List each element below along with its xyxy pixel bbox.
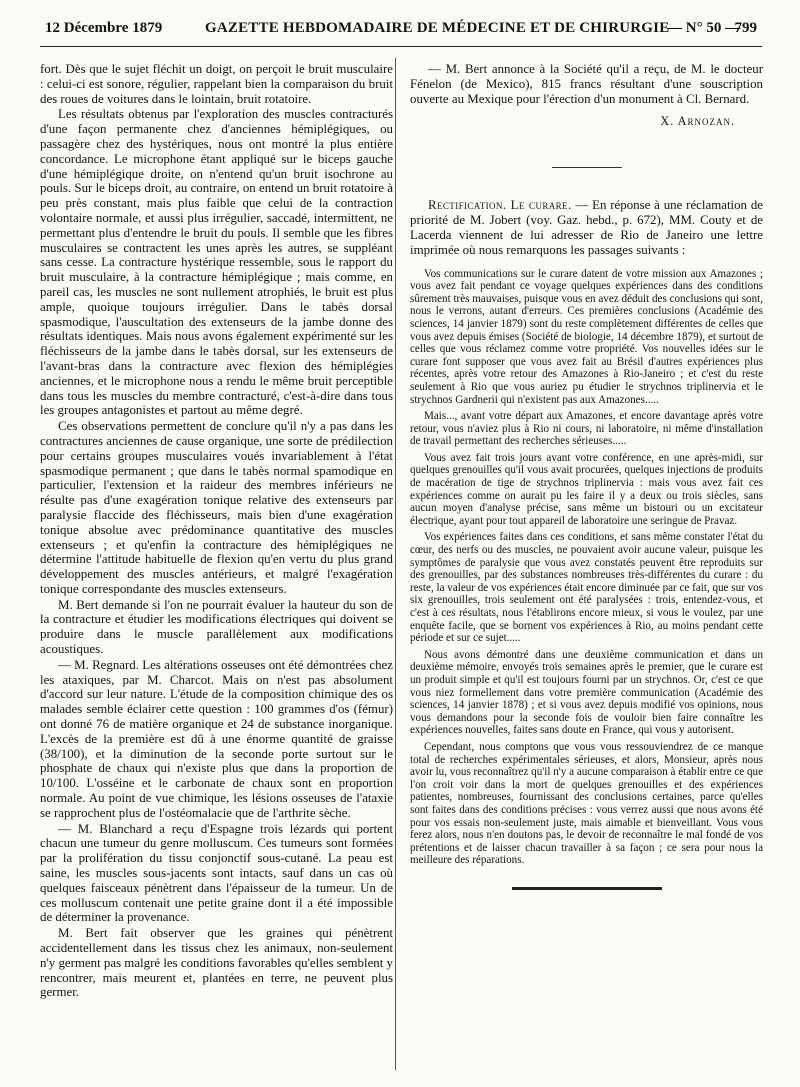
letter-paragraph: Vous avez fait trois jours avant votre conférence, en une après-midi, sur quelques grenouilles qu'il vous avait procurées, quelques injections de produits de macération de tige de strychnos triplinervia : mais vous avez fait ces expériences comme on aurait pu les faire il y a deux ou trois siècles, sans aucun moyen d'analyse précise, sans même un bistouri ou un excitateur électrique, ayant pour tout appareil de laboratoire une seringue de Pravaz. [410,451,763,527]
letter-paragraph: Nous avons démontré dans une deuxième communication et dans un deuxième mémoire, envoyés trois semaines après le premier, que le curare est un produit simple et qu'il est toujours fourni par un strychnos. Or, c'est ce que vous niez formellement dans votre première communication (Académie des sciences, 14 janvier 1878) ; et si vous avez depuis modifié vos opinions, nous vous demandons pour la seconde fois de vouloir bien faire connaître les expériences nouvelles, faites sans doute en France, qui vous y autorisent. [410,648,763,737]
end-rule [512,887,662,890]
paragraph: M. Bert demande si l'on ne pourrait évaluer la hauteur du son de la contracture et étudier les modifications électriques qui doivent se produire dans le muscle parallèlement aux modifications acoustiques. [40,597,393,657]
rectification-text: — En réponse à une réclamation de priorité de M. Jobert (voy. Gaz. hebd., p. 672), MM. Couty et de Lacerda viennent de lui adresser de Rio de Janeiro une lettre imprimée où nous remarquons les passages suivants : [410,198,763,257]
right-column [410,62,763,890]
quoted-letter [410,268,763,867]
paragraph: — M. Regnard. Les altérations osseuses ont été démontrées chez les ataxiques, par M. Charcot. Mais on n'est pas absolument d'accord sur leur nature. L'étude de la composition chimique des os malades semble éclairer cette question : 100 grammes d'os (fémur) ont donné 76 de matière organique et 24 de substance inorganique. L'excès de la première est dû à une énorme quantité de graisse (38/100), et la diminution de la seconde porte surtout sur le phosphate de chaux qui n'existe plus que dans la proportion de 10/100. L'osséine et le carbonate de chaux sont en proportion normale. Au point de vue chimique, les lésions osseuses de l'ataxie se rapprochent plus de l'ostéomalacie que de l'arthrite sèche. [40,657,393,820]
journal-title: GAZETTE HEBDOMADAIRE DE MÉDECINE ET DE CHIRURGIE [205,20,670,36]
paragraph: Les résultats obtenus par l'exploration des muscles contracturés d'une façon permanente chez d'anciennes hémiplégiques, ou passagère chez des hystériques, nous ont montré la plus entière concordance. Le microphone étant appliqué sur le biceps gauche d'une hémiplégique droite, on n'entend qu'un bruit isochrone au pouls. Sur le biceps droit, au contraire, on entend un bruit rotatoire à peu près constant, mais plus faible que celui de la contraction volontaire normale, et aussi plus irrégulier, saccadé, intermittent, ne permettant plus d'entendre le bruit du pouls. Il semble que les fibres musculaires se contractent les unes après les autres, se suppléant sans cesse. La contracture hystérique ressemble, sous le rapport du bruit musculaire, à la contracture hémiplégique ; mais comme, en pareil cas, les muscles ne sont nullement atrophiés, le bruit est plus ample, quoique toujours irrégulier. Dans le tabès dorsal spasmodique, l'auscultation des extenseurs de la jambe donne des résultats identiques. Mais nous avons également expérimenté sur les fléchisseurs de la jambe dans le tabès dorsal, sur les extenseurs de l'avant-bras dans la contracture avec flexion des hémiplégies anciennes, et le microphone nous a rendu le même bruit perceptible dans tous les muscles du membre contracturé, c'est-à-dire dans tous les groupes antagonistes et partout au même degré. [40,107,393,418]
paragraph: Ces observations permettent de conclure qu'il n'y a pas dans les contractures anciennes de cause organique, une sorte de prédilection pour certains groupes musculaires voués invariablement à l'état spasmodique permanent ; que dans le tabès normal spamodique en particulier, l'extension et la raideur des membres inférieurs ne résulte pas d'une exagération tonique relative des extenseurs par paralysie flaccide des fléchisseurs, mais bien d'une exagération tonique absolue avec prédominance quantitative des muscles extenseurs ; et qu'enfin la contracture des hémiplégiques ne détermine l'attitude habituelle de flexion qu'en vertu du plus grand développement des muscles antérieurs, et malgré l'exagération tonique correspondante des muscles extenseurs. [40,419,393,596]
issue-date: 12 Décembre 1879 [45,20,163,36]
running-header [45,14,757,42]
column-divider [395,58,396,1070]
issue-number: — N° 50 — [667,20,741,36]
left-column [40,62,393,1001]
rectification-paragraph [410,198,763,257]
letter-paragraph: Vos expériences faites dans ces conditions, et sans même constater l'état du cœur, des nerfs ou des muscles, ne pouvaient avoir aucune valeur, puisque les symptômes de paralysie que vous avez constatés peuvent être reproduits sur des grenouilles, par des substances nombreuses très-différentes du curare : du reste, la valeur de vos expériences était encore diminuée par ce fait, que sur vos six grenouilles, trois seulement ont été paralysées : trois, entendez-vous, et c'est à ces résultats, nous l'établirons encore mieux, si vous le voulez, par une enquête facile, que se bornent vos expériences à Rio, au moins pendant cette période et sur ce sujet..... [410,531,763,645]
paragraph: — M. Bert annonce à la Société qu'il a reçu, de M. le docteur Fénelon (de Mexico), 815 francs résultant d'une souscription ouverte au Mexique pour l'érection d'un monument à Cl. Bernard. [410,62,763,106]
letter-paragraph: Mais..., avant votre départ aux Amazones, et encore davantage après votre retour, vous n'aviez plus à Rio ni cours, ni laboratoire, ni même d'installation de travail permettant des recherches sérieuses..... [410,410,763,448]
paragraph: M. Bert fait observer que les graines qui pénètrent accidentellement dans les tissus chez les animaux, non-seulement n'y germent pas malgré les conditions favorables qu'elles semblent y rencontrer, mais meurent et, plantées en terre, ne peuvent plus germer. [40,926,393,1000]
rectification-heading: Rectification. Le curare. [428,198,572,213]
letter-paragraph: Cependant, nous comptons que vous vous ressouviendrez de ce manque total de recherches expérimentales sérieuses, et alors, Monsieur, après nous avoir lu, vous reconnaîtrez qu'il n'y a aucune comparaison à établir entre ce que l'on croit voir dans la mort de quelques grenouilles et des expériences patientes, nombreuses, fournissant des conclusions certaines, parce qu'elles sont faites dans des conditions précises : vous verrez aussi que nous avons été pour vos essais non-seulement juste, mais aimable et bienveillant. Vous vous ferez alors, nous n'en doutons pas, le devoir de reconnaître le mal fondé de vos prétentions et de laisser chacun travailler à sa façon ; ce sera pour nous la meilleure des réparations. [410,740,763,867]
author-signature: X. Arnozan. [660,114,735,129]
header-rule [40,46,762,47]
page-number: 799 [734,20,757,36]
paragraph: fort. Dès que le sujet fléchit un doigt, on perçoit le bruit musculaire : celui-ci est sonore, régulier, rappelant bien la comparaison du bruit des roues de voitures dans le lointain, bruit rotatoire. [40,62,393,106]
paragraph: — M. Blanchard a reçu d'Espagne trois lézards qui portent chacun une tumeur du genre molluscum. Ces tumeurs sont formées par la prolifération du tissu conjonctif sous-cutané. La peau est saine, les muscles sous-jacents sont intacts, sauf dans un cas où quelques faisceaux pénètrent dans l'épaisseur de la tumeur. Un de ces molluscum contenait une petite graine dont il a été impossible de déterminer la provenance. [40,821,393,925]
letter-paragraph: Vos communications sur le curare datent de votre mission aux Amazones ; vous avez fait pendant ce voyage quelques expériences dans des conditions sûrement très mauvaises, puisque vous en avez déduit des conclusions qui sont, nous le verrons, autant d'erreurs. Ces premières conclusions (Académie des sciences, 14 janvier 1879) sont du reste complètement différentes de celles que vous avez depuis émises (Société de biologie, 14 décembre 1879), et surtout de celles que vous réclamez comme votre propriété. Vos nouvelles idées sur le curare font supposer que vous avez fait au Brésil d'autres expériences plus récentes, après votre retour des Amazones à Rio-Janeiro ; et c'est du reste seulement à Rio que vous auriez pu étudier le strychnos triplinervia et le strychnos Gardnerii qui n'existent pas aux Amazones..... [410,267,763,406]
section-separator [552,167,622,168]
